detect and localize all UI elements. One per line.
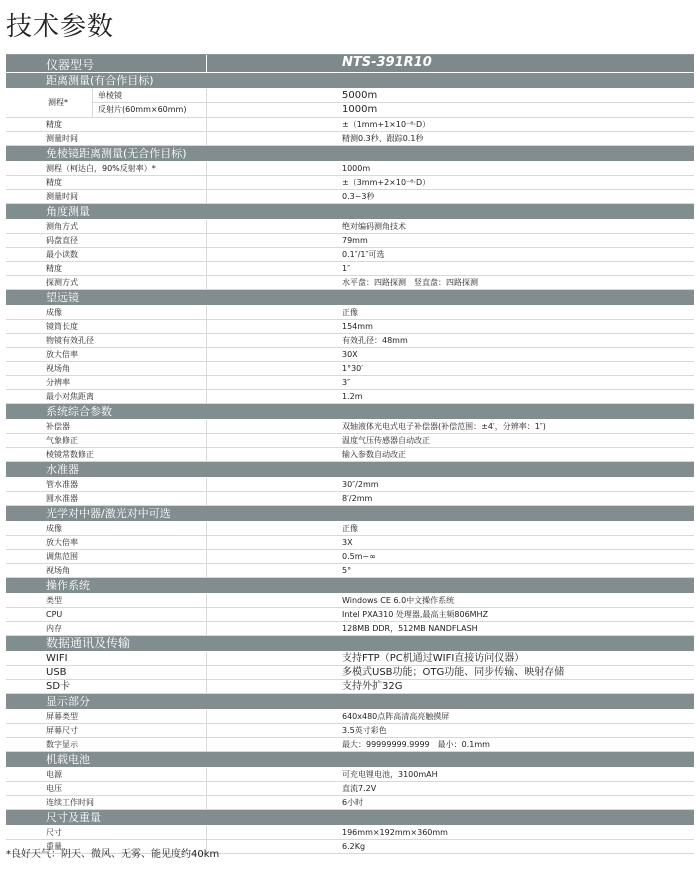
spec-table: [6, 54, 694, 854]
spec-value: 6.2Kg: [342, 842, 366, 851]
section-header: [6, 752, 694, 768]
spec-value: 79mm: [342, 236, 368, 245]
spec-row: [6, 796, 694, 810]
spec-row: [6, 564, 694, 578]
spec-label: 探测方式: [46, 278, 78, 287]
spec-value: 支持外扩32G: [342, 681, 403, 692]
spec-label: 最小对焦距离: [46, 392, 94, 401]
spec-row: [6, 420, 694, 434]
spec-row: [6, 550, 694, 564]
spec-row: [6, 724, 694, 738]
spec-value: 0.1″/1″可选: [342, 250, 385, 259]
spec-row: [6, 276, 694, 290]
spec-row: [6, 652, 694, 666]
spec-row: [6, 680, 694, 694]
spec-row: [6, 362, 694, 376]
spec-value: 双轴液体光电式电子补偿器(补偿范围：±4′，分辨率：1″): [342, 422, 546, 431]
spec-value: 有效孔径：48mm: [342, 336, 408, 345]
spec-label: 最小读数: [46, 250, 78, 259]
spec-value: 196mm×192mm×360mm: [342, 828, 448, 837]
spec-value: Windows CE 6.0中文操作系统: [342, 596, 455, 605]
spec-row: [6, 162, 694, 176]
spec-row: [6, 190, 694, 204]
spec-row: [6, 608, 694, 622]
group-label: 测程*: [48, 98, 68, 107]
spec-label: 放大倍率: [46, 350, 78, 359]
section-title: 角度测量: [46, 205, 90, 218]
spec-label: 测量时间: [46, 134, 78, 143]
spec-label: WIFI: [46, 653, 68, 664]
section-title: 尺寸及重量: [46, 811, 101, 824]
section-title: 水准器: [46, 463, 79, 476]
spec-row: [6, 594, 694, 608]
spec-label: 测程（柯达白，90%反射率）*: [46, 164, 156, 173]
spec-row: [6, 320, 694, 334]
section-title: 显示部分: [46, 695, 90, 708]
section-title: 免棱镜距离测量(无合作目标): [46, 147, 187, 160]
section-header: [6, 290, 694, 306]
spec-subrow: [92, 89, 694, 103]
spec-value: 8′/2mm: [342, 494, 373, 503]
section-header: [6, 506, 694, 522]
section-header: [6, 810, 694, 826]
spec-value: 直流7.2V: [342, 784, 377, 793]
spec-label: 数字显示: [46, 740, 78, 749]
spec-label: 棱镜常数修正: [46, 450, 94, 459]
spec-value: 输入参数自动改正: [342, 450, 406, 459]
spec-label: 测量时间: [46, 192, 78, 201]
section-header: [6, 694, 694, 710]
spec-row: [6, 666, 694, 680]
spec-label: 内存: [46, 624, 62, 633]
spec-label: 圆水准器: [46, 494, 78, 503]
spec-value: 1.2m: [342, 392, 363, 401]
spec-label: 放大倍率: [46, 538, 78, 547]
section-header: [6, 578, 694, 594]
spec-label: 尺寸: [46, 828, 62, 837]
section-title: 系统综合参数: [46, 405, 112, 418]
model-label: 仪器型号: [46, 58, 95, 72]
spec-label: 测角方式: [46, 222, 78, 231]
spec-row: [6, 376, 694, 390]
spec-value: 多模式USB功能；OTG功能、同步传输、映射存储: [342, 667, 565, 678]
spec-label: 电压: [46, 784, 62, 793]
model-value: NTS-391R10: [342, 55, 432, 70]
spec-row: [6, 234, 694, 248]
section-header: [6, 204, 694, 220]
spec-value: 30″/2mm: [342, 480, 379, 489]
spec-label: 视场角: [46, 566, 70, 575]
spec-value: 3X: [342, 538, 353, 547]
spec-row: [6, 782, 694, 796]
spec-row: [6, 826, 694, 840]
spec-label: 管水准器: [46, 480, 78, 489]
spec-row: [6, 768, 694, 782]
spec-group: [6, 89, 694, 118]
spec-label: 类型: [46, 596, 62, 605]
spec-label: 精度: [46, 264, 62, 273]
spec-value: 支持FTP（PC机通过WIFI直接访问仪器）: [342, 653, 525, 664]
spec-value: 1000m: [342, 164, 371, 173]
spec-row: [6, 348, 694, 362]
spec-row: [6, 248, 694, 262]
spec-value: 0.5m~∞: [342, 552, 376, 561]
spec-row: [6, 132, 694, 146]
spec-row: [6, 738, 694, 752]
spec-value: 正像: [342, 308, 358, 317]
spec-subrow: [92, 103, 694, 116]
spec-value: 正像: [342, 524, 358, 533]
spec-label: SD卡: [46, 681, 71, 692]
spec-value: 1°30′: [342, 364, 364, 373]
section-title: 数据通讯及传输: [46, 636, 131, 650]
spec-row: [6, 220, 694, 234]
spec-value: 640x480点阵高清高亮触摸屏: [342, 712, 450, 721]
section-header: [6, 146, 694, 162]
spec-row: [6, 306, 694, 320]
spec-value: ±（3mm+2×10⁻⁶·D）: [342, 178, 431, 187]
spec-value: 精测0.3秒、跟踪0.1秒: [342, 134, 424, 143]
spec-row: [6, 622, 694, 636]
spec-row: [6, 536, 694, 550]
spec-label: 电源: [46, 770, 62, 779]
spec-value: Intel PXA310 处理器,最高主频806MHZ: [342, 610, 489, 619]
section-title: 操作系统: [46, 579, 90, 592]
spec-row: [6, 334, 694, 348]
section-header: [6, 73, 694, 89]
spec-label: 成像: [46, 524, 62, 533]
spec-label: 调焦范围: [46, 552, 78, 561]
spec-value: 3″: [342, 378, 351, 387]
spec-value: 0.3~3秒: [342, 192, 375, 201]
section-title: 望远镜: [46, 291, 79, 304]
spec-value: 30X: [342, 350, 358, 359]
spec-row: [6, 522, 694, 536]
spec-label: 精度: [46, 120, 62, 129]
footnote: *良好天气：阴天、微风、无雾、能见度约40km: [6, 849, 220, 860]
spec-label: 连续工作时间: [46, 798, 94, 807]
spec-label: 物镜有效孔径: [46, 336, 94, 345]
spec-row: [6, 710, 694, 724]
spec-row: [6, 478, 694, 492]
spec-label: 视场角: [46, 364, 70, 373]
spec-value: 最大：99999999.9999 最小：0.1mm: [342, 740, 490, 749]
spec-value: 1″: [342, 264, 351, 273]
spec-value: 154mm: [342, 322, 373, 331]
spec-label: 气象修正: [46, 436, 78, 445]
spec-row: [6, 434, 694, 448]
spec-label: 单棱镜: [98, 91, 122, 100]
spec-label: 分辨率: [46, 378, 70, 387]
spec-value: 128MB DDR，512MB NANDFLASH: [342, 624, 478, 633]
spec-row: [6, 118, 694, 132]
spec-value: 水平盘：四路探测 竖直盘：四路探测: [342, 278, 478, 287]
section-header: [6, 462, 694, 478]
page-title: 技术参数: [6, 12, 115, 42]
spec-value: 3.5英寸彩色: [342, 726, 387, 735]
spec-row: [6, 176, 694, 190]
spec-value: 6小时: [342, 798, 364, 807]
spec-label: 重量: [46, 842, 62, 851]
spec-label: CPU: [46, 610, 63, 619]
section-title: 机载电池: [46, 753, 90, 766]
spec-label: 屏幕尺寸: [46, 726, 78, 735]
spec-row: [6, 448, 694, 462]
spec-value: 5°: [342, 566, 352, 575]
model-row: [6, 55, 694, 73]
spec-row: [6, 390, 694, 404]
spec-label: 补偿器: [46, 422, 70, 431]
spec-row: [6, 262, 694, 276]
spec-value: 5000m: [342, 90, 378, 101]
spec-value: ±（1mm+1×10⁻⁶·D）: [342, 120, 431, 129]
spec-row: [6, 492, 694, 506]
section-header: [6, 636, 694, 652]
spec-label: 码盘直径: [46, 236, 78, 245]
spec-label: USB: [46, 667, 67, 678]
spec-value: 绝对编码测角技术: [342, 222, 406, 231]
spec-value: 1000m: [342, 104, 378, 115]
spec-label: 成像: [46, 308, 62, 317]
section-header: [6, 404, 694, 420]
spec-label: 镜筒长度: [46, 322, 78, 331]
spec-value: 温度气压传感器自动改正: [342, 436, 430, 445]
section-title: 距离测量(有合作目标): [46, 74, 154, 87]
spec-value: 可充电锂电池，3100mAH: [342, 770, 438, 779]
section-title: 光学对中器/激光对中可选: [46, 507, 171, 520]
spec-label: 屏幕类型: [46, 712, 78, 721]
spec-label: 反射片(60mm×60mm): [98, 105, 187, 114]
spec-label: 精度: [46, 178, 62, 187]
